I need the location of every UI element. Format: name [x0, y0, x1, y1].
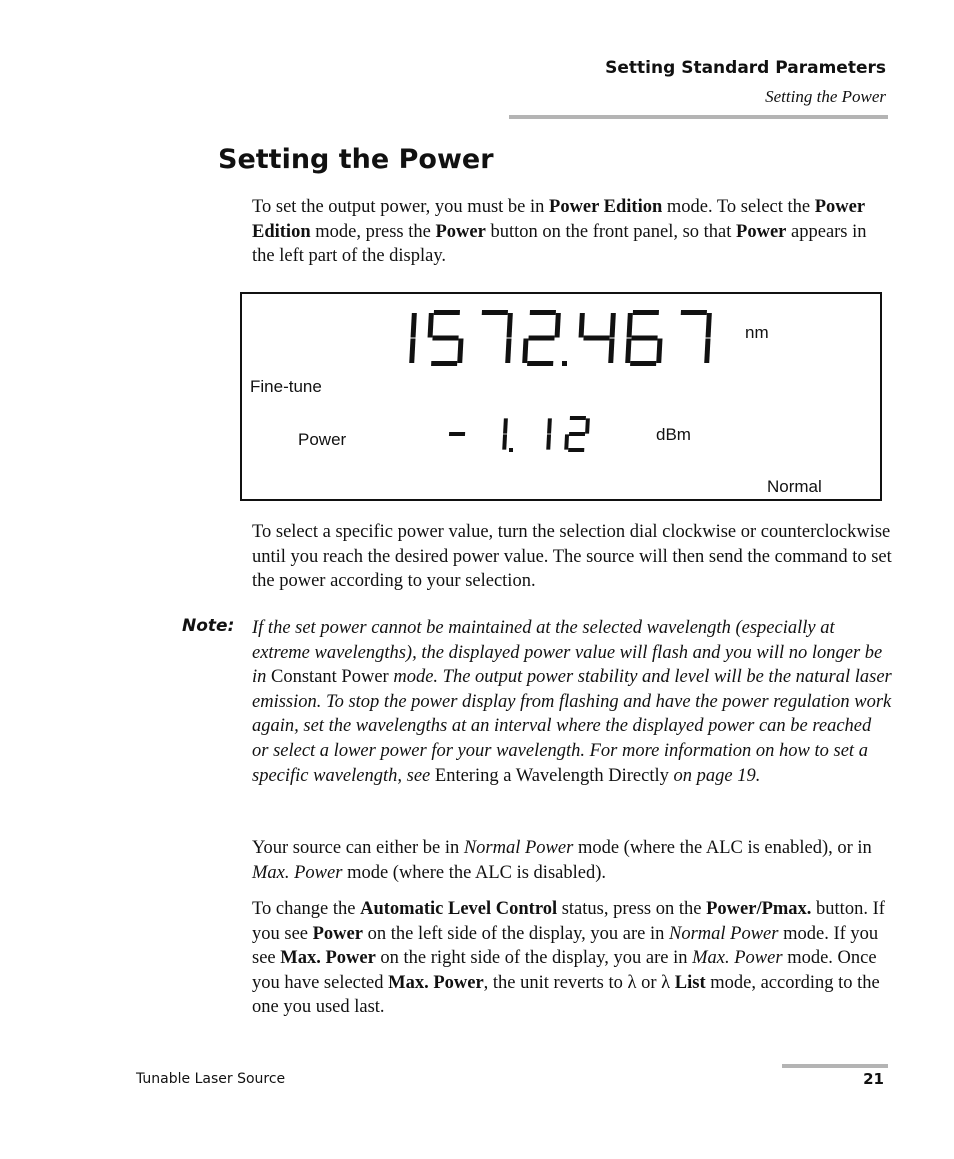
footer-rule — [782, 1064, 888, 1068]
wavelength-digit — [479, 310, 513, 363]
segment-c — [457, 339, 463, 364]
italic-term: Normal Power — [463, 838, 574, 858]
segment-f — [579, 313, 585, 338]
decimal-point-segment — [562, 361, 567, 366]
text: To change the — [252, 899, 361, 919]
power-seven-segment-readout — [442, 416, 602, 461]
text: mode, according to the one you used last. — [252, 972, 880, 1018]
segment-b — [411, 313, 417, 338]
lcd-display-panel — [240, 292, 882, 501]
wavelength-unit-label: nm — [745, 323, 769, 342]
segment-e — [625, 339, 631, 364]
page-number: 21 — [863, 1070, 884, 1088]
select-power-paragraph: To select a specific power value, turn the selection dial clockwise or counterclockwise until you reach the desired power value. The source will then send the command to set the power according to your selection. — [252, 522, 892, 592]
segment-c — [656, 339, 662, 364]
power-digit — [546, 418, 552, 449]
segment-a — [633, 310, 659, 315]
bold-term: List — [674, 972, 706, 993]
segment-g — [432, 336, 458, 341]
text: mode. Once you have selected — [252, 948, 877, 993]
wavelength-digit — [625, 310, 664, 366]
segment-g — [631, 336, 657, 341]
segment-b — [610, 313, 616, 338]
text: mode. The output power stability and level will be the natural laser emission. To stop the power display from flashing and have the power regulation work again, set the wavelengths at an interval where the displayed power can be reached or select a lower power for your wavelength. For more information on how to set a specific wavelength, see — [252, 667, 892, 786]
segment-c — [505, 339, 511, 364]
segment-e — [522, 339, 528, 364]
text: , the unit reverts to λ or λ — [483, 972, 675, 993]
running-header-title: Setting Standard Parameters — [605, 58, 886, 78]
mode-term: Constant Power — [271, 667, 389, 688]
normal-mode-label: Normal — [767, 477, 822, 496]
wavelength-digit — [426, 310, 465, 366]
segment-d — [630, 361, 656, 366]
segment-g — [449, 432, 465, 436]
power-label: Power — [298, 430, 347, 449]
text: mode (where the ALC is enabled), or in — [573, 838, 872, 858]
segment-d — [568, 448, 584, 452]
text: on page 19. — [668, 765, 761, 786]
segment-f — [428, 313, 434, 338]
segment-g — [528, 336, 554, 341]
segment-a — [434, 310, 460, 315]
cross-reference-link: Entering a Wavelength Directly — [434, 765, 669, 786]
segment-a — [482, 310, 508, 315]
text: status, press on the — [557, 899, 707, 919]
segment-d — [431, 361, 457, 366]
segment-a — [530, 310, 556, 315]
text: If the set power cannot be maintained at the selected wavelength (especially at extreme wavelengths), the displayed power value will flash and you will no longer be in — [252, 618, 883, 688]
bold-term: Max. Power — [280, 948, 376, 969]
alc-paragraph — [252, 897, 892, 1020]
segment-c — [704, 339, 710, 364]
text: Your source can either be in — [252, 838, 464, 858]
power-digit — [449, 432, 465, 436]
running-header-section: Setting the Power — [765, 87, 886, 106]
italic-term: Max. Power — [692, 948, 783, 969]
segment-b — [547, 418, 552, 433]
fine-tune-label: Fine-tune — [250, 377, 322, 396]
power-modes-paragraph — [252, 836, 892, 885]
bold-term: Max. Power — [388, 972, 484, 993]
italic-term: Max. Power — [252, 862, 343, 883]
text: mode. To select the — [662, 197, 815, 217]
segment-c — [546, 434, 551, 449]
segment-a — [681, 310, 707, 315]
text: on the right side of the display, you are in — [375, 948, 693, 969]
bold-term: Power — [736, 221, 787, 242]
segment-e — [564, 434, 569, 449]
segment-b — [503, 418, 508, 433]
power-digit — [502, 418, 508, 449]
page-heading: Setting the Power — [218, 144, 494, 175]
wavelength-digit — [577, 313, 616, 363]
text: button. If you see — [252, 899, 885, 944]
bold-term: Power — [312, 923, 363, 944]
bold-term: Power/Pmax. — [706, 899, 812, 919]
italic-term: Normal Power — [669, 923, 779, 944]
text: mode. If you see — [252, 923, 879, 969]
bold-term: Power Edition — [549, 197, 663, 217]
wavelength-seven-segment-readout — [377, 310, 737, 380]
text: To set the output power, you must be in — [252, 197, 550, 217]
segment-g — [583, 336, 609, 341]
note-text — [252, 616, 892, 788]
decimal-point-segment — [509, 448, 513, 452]
power-unit-label: dBm — [656, 425, 691, 444]
segment-b — [555, 313, 561, 338]
text: on the left side of the display, you are in — [362, 923, 669, 944]
segment-b — [507, 313, 513, 338]
power-digit — [564, 416, 590, 452]
text: button on the front panel, so that — [485, 221, 737, 242]
segment-b — [706, 313, 712, 338]
bold-term: Automatic Level Control — [360, 899, 558, 919]
intro-paragraph — [252, 195, 892, 269]
segment-d — [527, 361, 553, 366]
bold-term: Power — [435, 221, 486, 242]
segment-c — [608, 339, 614, 364]
bold-term: Power Edition — [252, 197, 865, 242]
header-rule — [509, 115, 888, 119]
wavelength-digit — [678, 310, 712, 363]
segment-g — [569, 432, 585, 436]
text: appears in the left part of the display. — [252, 221, 867, 267]
segment-c — [502, 434, 507, 449]
segment-b — [585, 418, 590, 433]
wavelength-digit — [522, 310, 561, 366]
note-label: Note: — [182, 616, 235, 636]
text: mode, press the — [310, 221, 436, 242]
text: mode (where the ALC is disabled). — [342, 862, 606, 883]
wavelength-digit — [409, 313, 417, 363]
segment-f — [627, 313, 633, 338]
footer-title: Tunable Laser Source — [136, 1071, 286, 1087]
segment-a — [570, 416, 586, 420]
segment-c — [409, 339, 415, 364]
